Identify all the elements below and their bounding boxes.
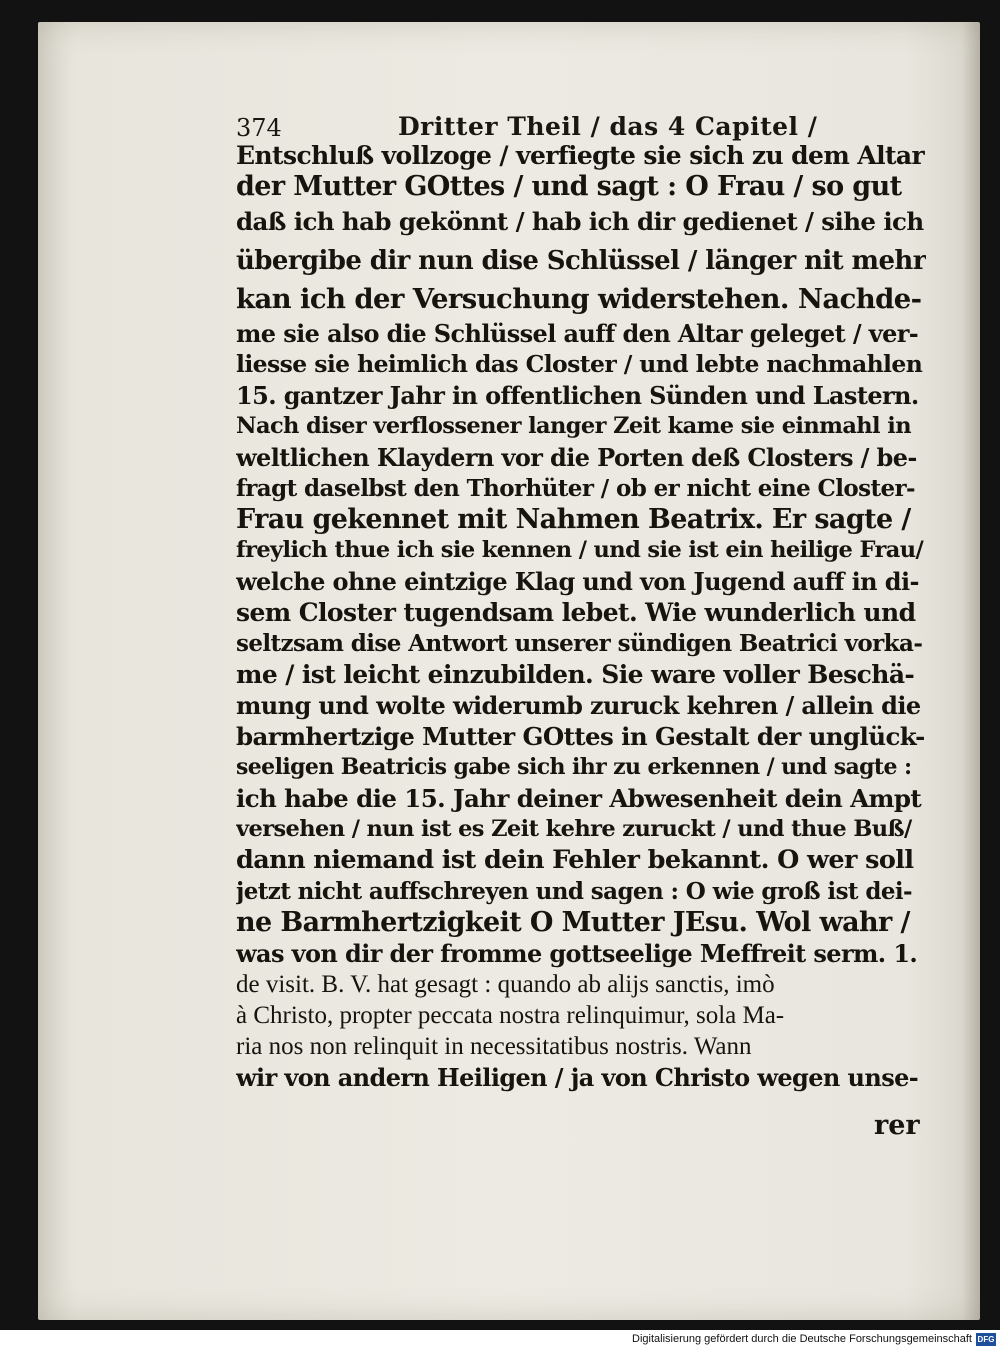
text-line: liesse sie heimlich das Closter / und lebte nachmahlen (236, 350, 923, 378)
text-line: me / ist leicht einzubilden. Sie ware voller Beschä- (236, 660, 915, 689)
text-line: was von dir der fromme gottseelige Meffreit serm. 1. (236, 939, 918, 968)
funding-credit: Digitalisierung gefördert durch die Deutsche Forschungsgemeinschaft (632, 1333, 972, 1345)
page-edge-shadow (962, 22, 980, 1320)
text-line: Nach diser verflossener langer Zeit kame sie einmahl in (236, 413, 911, 439)
text-line: me sie also die Schlüssel auff den Altar geleget / ver- (236, 319, 919, 348)
text-line: sem Closter tugendsam lebet. Wie wunderlich und (236, 598, 916, 627)
text-line: ich habe die 15. Jahr deiner Abwesenheit dein Ampt (236, 784, 922, 813)
dfg-logo: DFG (977, 1335, 995, 1344)
text-line: daß ich hab gekönnt / hab ich dir gedienet / sihe ich (236, 207, 924, 236)
running-head-title: Dritter Theil / das 4 Capitel / (398, 112, 818, 141)
text-line: freylich thue ich sie kennen / und sie ist ein heilige Frau/ (236, 537, 924, 563)
body-text (236, 140, 926, 1093)
text-line: welche ohne eintzige Klag und von Jugend auff in di- (236, 567, 919, 596)
text-line: seeligen Beatricis gabe sich ihr zu erkennen / und sagte : (236, 754, 912, 780)
text-line-latin: ria nos non relinquit in necessitatibus nostris. Wann (236, 1033, 752, 1060)
text-line: fragt daselbst den Thorhüter / ob er nicht eine Closter- (236, 475, 915, 502)
text-line: der Mutter GOttes / und sagt : O Frau / so gut (236, 171, 902, 202)
text-line: seltzsam dise Antwort unserer sündigen Beatrici vorka- (236, 630, 923, 657)
text-line: wir von andern Heiligen / ja von Christo wegen unse- (236, 1063, 919, 1092)
text-line: kan ich der Versuchung widerstehen. Nachde- (236, 283, 922, 315)
text-line: Entschluß vollzoge / verfiegte sie sich zu dem Altar (236, 141, 925, 170)
text-line: weltlichen Klaydern vor die Porten deß Closters / be- (236, 443, 917, 472)
text-line: ne Barmhertzigkeit O Mutter JEsu. Wol wahr / (236, 907, 910, 938)
text-line-latin: à Christo, propter peccata nostra relinquimur, sola Ma- (236, 1002, 785, 1029)
text-line: jetzt nicht auffschreyen und sagen : O wie groß ist dei- (236, 878, 912, 905)
text-line: Frau gekennet mit Nahmen Beatrix. Er sagte / (236, 504, 911, 535)
text-line: mung und wolte widerumb zuruck kehren / allein die (236, 691, 921, 720)
text-line: barmhertzige Mutter GOttes in Gestalt der unglück- (236, 722, 925, 751)
catchword: rer (874, 1110, 920, 1141)
text-line: versehen / nun ist es Zeit kehre zuruckt / und thue Buß/ (236, 816, 912, 842)
digitization-footer (0, 1330, 1000, 1350)
text-line-latin: de visit. B. V. hat gesagt : quando ab alijs sanctis, imò (236, 971, 775, 998)
text-line: 15. gantzer Jahr in offentlichen Sünden und Lastern. (236, 381, 919, 410)
page-number: 374 (236, 114, 282, 142)
text-line: dann niemand ist dein Fehler bekannt. O wer soll (236, 845, 914, 875)
running-head (236, 110, 916, 142)
text-line: übergibe dir nun dise Schlüssel / länger nit mehr (236, 246, 926, 276)
